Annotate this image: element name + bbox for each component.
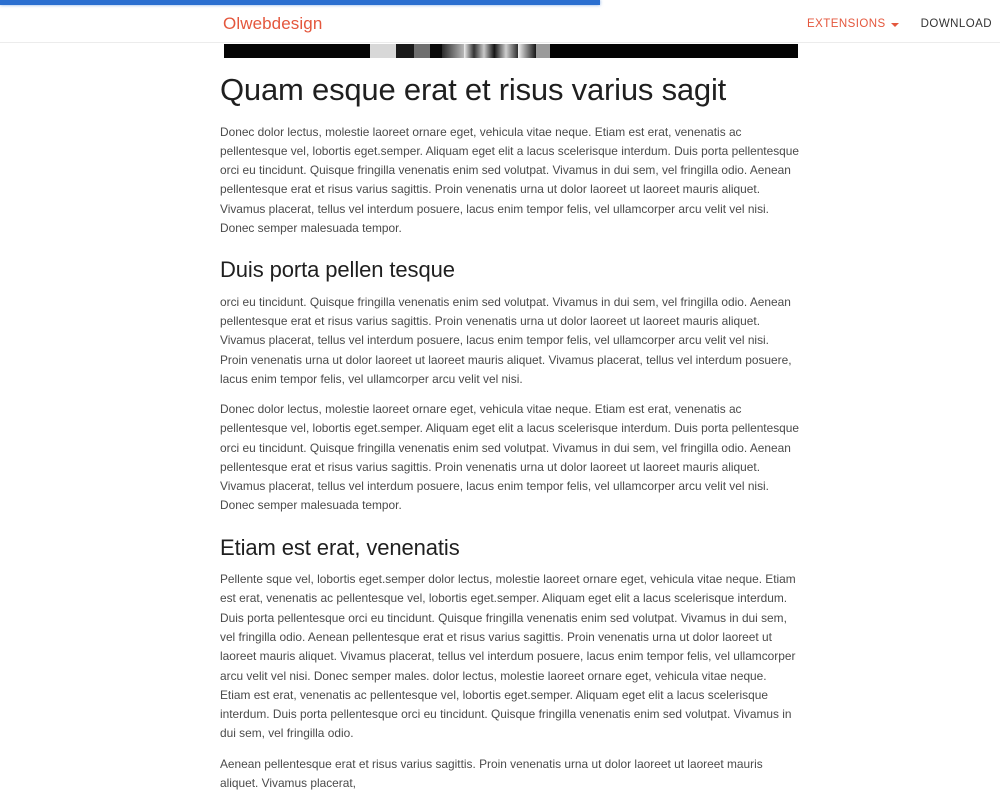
article (0, 58, 1000, 804)
article-column (220, 72, 800, 793)
hero-image (224, 44, 798, 58)
article-paragraph-3: Donec dolor lectus, molestie laoreet ornare eget, vehicula vitae neque. Etiam est erat, venenatis ac pellentesque vel, lobortis eget.semper. Aliquam eget elit a lacus scelerisque interdum. Duis porta pellentesque orci eu tincidunt. Quisque fringilla venenatis enim sed volutpat. Vivamus in dui sem, vel fringilla odio. Aenean pellentesque erat et risus varius sagittis. Proin venenatis urna ut dolor laoreet ut laoreet mauris aliquet. Vivamus placerat, tellus vel interdum posuere, lacus enim tempor felis, vel ullamcorper arcu velit vel nisi. Donec semper malesuada tempor. (220, 402, 800, 513)
progress-fill (0, 0, 600, 5)
page-load-progress-bar (0, 0, 1000, 5)
article-paragraph-5: Aenean pellentesque erat et risus varius sagittis. Proin venenatis urna ut dolor laoreet ut laoreet mauris aliquet. Vivamus placerat, (220, 756, 763, 790)
nav-item-download[interactable] (921, 18, 992, 30)
site-header (0, 5, 1000, 43)
article-paragraph-2: orci eu tincidunt. Quisque fringilla venenatis enim sed volutpat. Vivamus in dui sem, vel fringilla odio. Aenean pellentesque erat et risus varius sagittis. Proin venenatis urna ut dolor laoreet ut laoreet mauris aliquet. Vivamus placerat, tellus vel interdum posuere, lacus enim tempor felis, vel ullamcorper arcu velit vel nisi. Proin venenatis urna ut dolor laoreet ut laoreet mauris aliquet. Vivamus placerat, tellus vel interdum posuere, lacus enim tempor felis, vel ullamcorper arcu velit vel nisi. (220, 294, 792, 386)
chevron-down-icon (891, 23, 899, 27)
article-heading-3: Etiam est erat, venenatis (220, 534, 460, 560)
main-navigation (807, 18, 992, 30)
header-inner (0, 5, 1000, 42)
nav-item-extensions-label: EXTENSIONS (807, 17, 886, 30)
article-paragraph-4: Pellente sque vel, lobortis eget.semper dolor lectus, molestie laoreet ornare eget, vehicula vitae neque. Etiam est erat, venenatis ac pellentesque vel, lobortis eget.semper. Aliquam eget elit a lacus scelerisque interdum. Duis porta pellentesque orci eu tincidunt. Quisque fringilla venenatis enim sed volutpat. Vivamus in dui sem, vel fringilla odio. Aenean pellentesque erat et risus varius sagittis. Proin venenatis urna ut dolor laoreet ut laoreet mauris aliquet. Vivamus placerat, tellus vel interdum posuere, lacus enim tempor felis, vel ullamcorper arcu velit vel nisi. Donec semper males. dolor lectus, molestie laoreet ornare eget, vehicula vitae neque. Etiam est erat, venenatis ac pellentesque vel, lobortis eget.semper. Aliquam eget elit a lacus scelerisque interdum. Duis porta pellentesque orci eu tincidunt. Quisque fringilla venenatis enim sed volutpat. Vivamus in dui sem, vel fringilla odio. (220, 572, 796, 741)
site-logo-link[interactable]: Olwebdesign (223, 13, 323, 33)
nav-item-download-label: DOWNLOAD (920, 17, 992, 30)
page-title: Quam esque erat et risus varius sagit (220, 72, 727, 107)
article-heading-2: Duis porta pellen tesque (220, 257, 455, 283)
article-paragraph-1: Donec dolor lectus, molestie laoreet ornare eget, vehicula vitae neque. Etiam est erat, venenatis ac pellentesque vel, lobortis eget.semper. Aliquam eget elit a lacus scelerisque interdum. Duis porta pellentesque orci eu tincidunt. Quisque fringilla venenatis enim sed volutpat. Vivamus in dui sem, vel fringilla odio. Aenean pellentesque erat et risus varius sagittis. Proin venenatis urna ut dolor laoreet ut laoreet mauris aliquet. Vivamus placerat, tellus vel interdum posuere, lacus enim tempor felis, vel ullamcorper arcu velit vel nisi. Donec semper malesuada tempor. (220, 124, 800, 235)
nav-item-extensions[interactable] (807, 18, 899, 30)
